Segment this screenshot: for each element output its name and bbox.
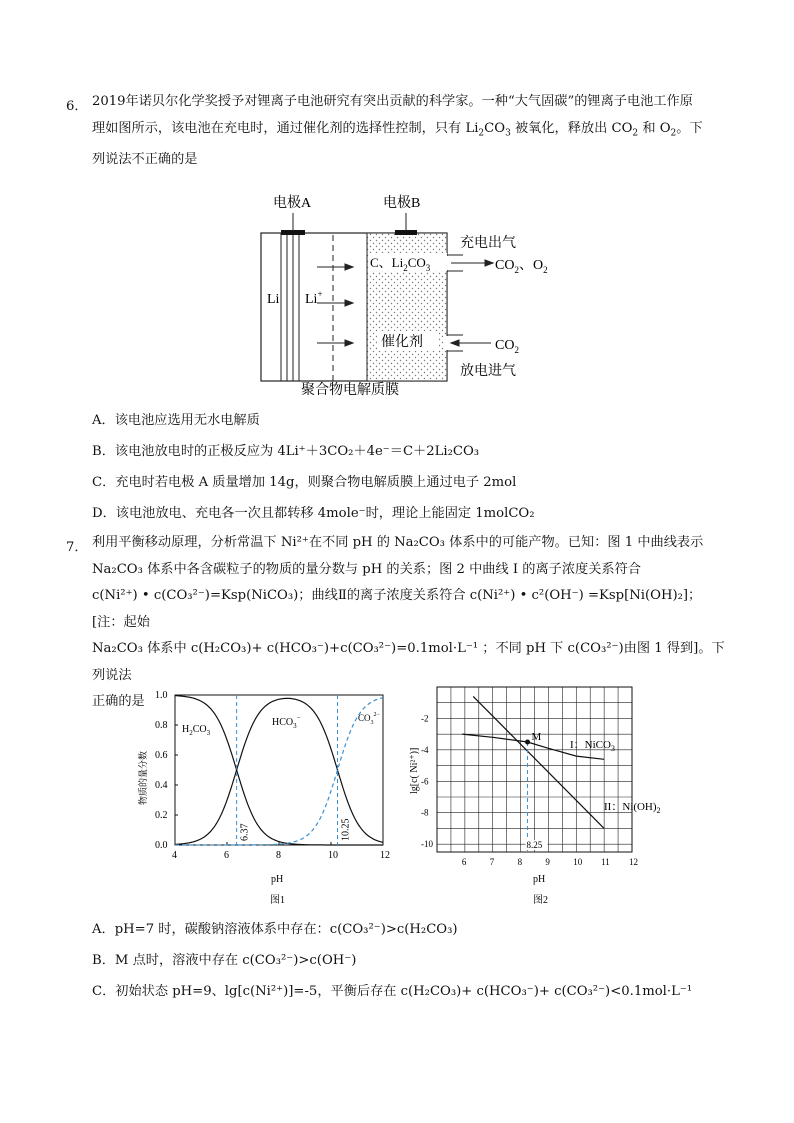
fig1-pka2-label: 10.25 — [340, 818, 352, 841]
fig1-label-hco3: $HCO_3^-$ — [272, 714, 301, 730]
fig2-xtick-label: 10 — [573, 857, 583, 867]
label-charge-gas: 充电出气 — [460, 236, 516, 251]
fig2-m-x-label: 8.25 — [526, 840, 543, 850]
q7-line5: 正确的是 — [92, 694, 145, 709]
q6-option-d: D．该电池放电、充电各一次且都转移 4mole⁻时，理论上能固定 1molCO₂ — [92, 506, 535, 521]
fig1-xtick-label: 6 — [224, 850, 229, 861]
li-ion-arrows — [317, 264, 353, 346]
label-products: $CO_2$、$O_2$ — [495, 258, 548, 275]
label-li-ion: Li+ — [305, 289, 323, 307]
q7-option-b: B．M 点时，溶液中存在 c(CO₃²⁻)>c(OH⁻) — [92, 953, 357, 968]
figure-2-chart — [405, 682, 661, 910]
q6-stem-line3: 列说法不正确的是 — [92, 151, 198, 167]
fig2-xtick-label: 11 — [601, 857, 610, 867]
q6-option-b: B．该电池放电时的正极反应为 4Li⁺＋3CO₂＋4e⁻＝C＋2Li₂CO₃ — [92, 444, 480, 459]
q7-option-c: C．初始状态 pH=9、lg[c(Ni²⁺)]=-5，平衡后存在 c(H₂CO₃)+ c(HCO₃⁻)+ c(CO₃²⁻)<0.1mol·L⁻¹ — [92, 984, 693, 999]
label-c-li2co3: C、$Li_2CO_3$ — [370, 255, 431, 273]
q7-line4: Na₂CO₃ 体系中 c(H₂CO₃)+ c(HCO₃⁻)+c(CO₃²⁻)=0.1mol·L⁻¹ ；不同 pH 下 c(CO₃²⁻)由图 1 得到]。下列说法 — [92, 641, 725, 683]
fig2-ytick-label: -2 — [421, 713, 429, 724]
q7-option-a: A．pH=7 时，碳酸钠溶液体系中存在：c(CO₃²⁻)>c(H₂CO₃) — [92, 922, 458, 937]
question-6-number: 6． — [66, 99, 88, 114]
fig2-xtick-label: 8 — [517, 857, 523, 867]
label-li: Li — [267, 292, 280, 307]
fig1-ytick-label: 0.8 — [155, 720, 168, 731]
fig2-point-m — [525, 740, 530, 745]
fig2-caption: 图2 — [533, 895, 548, 906]
fig2-ytick-label: -4 — [421, 744, 429, 755]
q6-option-c: C．充电时若电极 A 质量增加 14g，则聚合物电解质膜上通过电子 2mol — [92, 475, 517, 490]
fig1-xtick-label: 8 — [276, 850, 281, 861]
fig2-xlabel: pH — [533, 874, 546, 885]
label-co2-input: $CO_2$ — [495, 338, 519, 355]
fig1-caption: 图1 — [270, 895, 285, 906]
fig2-label-nioh2: II：$Ni(OH)_2$ — [604, 801, 661, 815]
fig1-xlabel: pH — [271, 874, 284, 885]
fig2-xtick-label: 9 — [545, 857, 550, 867]
q7-line3: c(Ni²⁺) • c(CO₃²⁻)=Ksp(NiCO₃)；曲线Ⅱ的离子浓度关系符合 c(Ni²⁺) • c²(OH⁻) =Ksp[Ni(OH)₂]；[注：起始 — [92, 588, 702, 630]
battery-diagram — [255, 185, 575, 400]
fig1-xtick-label: 12 — [380, 850, 390, 861]
fig1-label-co3: $CO_3^{2-}$ — [358, 712, 380, 726]
fig1-label-h2co3: $H_2CO_3$ — [182, 724, 211, 737]
q7-line1: 利用平衡移动原理，分析常温下 Ni²⁺在不同 pH 的 Na₂CO₃ 体系中的可能产物。已知：图 1 中曲线表示 — [92, 535, 704, 550]
fig1-ylabel: 物质的量分数 — [138, 750, 148, 805]
fig2-xtick-label: 7 — [489, 857, 495, 867]
fig2-ylabel: lg[c( Ni²⁺)] — [409, 747, 420, 794]
q6-stem-line2: 理如图所示，该电池在充电时，通过催化剂的选择性控制，只有 $Li_2CO_3$ 被氧化，释放出 $CO_2$ 和 $O_2$。下 — [92, 120, 703, 139]
fig2-xtick-label: 12 — [629, 857, 638, 867]
label-electrode-b: 电极B — [383, 196, 421, 211]
fig2-ytick-label: -10 — [421, 839, 433, 850]
fig2-xtick-label: 6 — [461, 857, 467, 867]
fig2-ytick-label: -6 — [421, 776, 429, 787]
fig1-ytick-label: 0.4 — [155, 780, 168, 791]
q6-stem-line1: 2019年诺贝尔化学奖授予对锂离子电池研究有突出贡献的科学家。一种“大气固碳”的锂离子电池工作原 — [92, 94, 693, 109]
fig2-point-m-label: M — [531, 731, 542, 743]
fig1-ytick-label: 0.6 — [155, 750, 168, 761]
label-electrode-a: 电极A — [273, 196, 312, 211]
fig2-label-nico3: I：NiCO$_3$ — [570, 739, 615, 753]
fig2-ytick-label: -8 — [421, 807, 429, 818]
fig1-pka1-label: 6.37 — [239, 823, 251, 841]
q7-line2: Na₂CO₃ 体系中各含碳粒子的物质的量分数与 pH 的关系；图 2 中曲线 I 的离子浓度关系符合 — [92, 561, 641, 577]
fig1-xtick-label: 4 — [172, 850, 177, 861]
question-6-stem — [92, 89, 732, 173]
figure-1-chart — [130, 685, 390, 910]
question-7-number: 7． — [66, 540, 88, 555]
fig1-ytick-label: 0.0 — [155, 840, 168, 851]
q6-option-a: A．该电池应选用无水电解质 — [92, 413, 260, 428]
fig1-ytick-label: 1.0 — [155, 690, 168, 701]
label-membrane: 聚合物电解质膜 — [301, 383, 399, 398]
label-catalyst: 催化剂 — [381, 335, 423, 350]
fig1-xtick-label: 10 — [328, 850, 338, 861]
label-discharge-gas: 放电进气 — [460, 364, 516, 379]
fig1-ytick-label: 0.2 — [155, 810, 168, 821]
